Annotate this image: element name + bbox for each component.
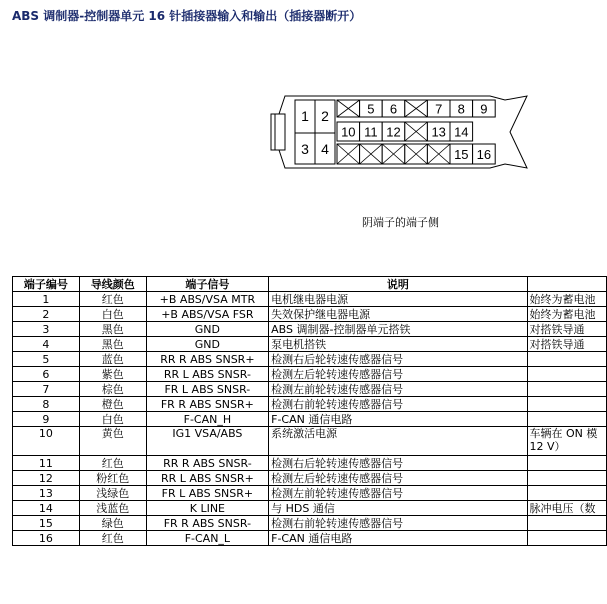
cell-wire-color: 紫色 (79, 367, 146, 382)
pin-label: 13 (431, 124, 446, 140)
table-row (13, 531, 607, 546)
cell-note: 始终为蓄电池 (527, 292, 606, 307)
pin-label: 7 (435, 101, 443, 117)
pin-label: 2 (321, 108, 329, 124)
cell-signal: FR L ABS SNSR+ (146, 486, 269, 501)
cell-description: 检测右后轮转速传感器信号 (269, 352, 527, 367)
cell-wire-color: 红色 (79, 292, 146, 307)
cell-signal: FR R ABS SNSR- (146, 516, 269, 531)
cell-wire-color: 黑色 (79, 322, 146, 337)
cell-description: 系统激活电源 (269, 427, 527, 456)
cell-description: 检测右前轮转速传感器信号 (269, 516, 527, 531)
cell-signal: +B ABS/VSA MTR (146, 292, 269, 307)
cell-wire-color: 浅蓝色 (79, 501, 146, 516)
cell-note: 脉冲电压（数 (527, 501, 606, 516)
table-row (13, 292, 607, 307)
cell-wire-color: 橙色 (79, 397, 146, 412)
pin-label: 16 (476, 147, 492, 162)
table-row (13, 501, 607, 516)
cell-wire-color: 蓝色 (79, 352, 146, 367)
cell-note (527, 486, 606, 501)
cell-terminal-no: 2 (13, 307, 80, 322)
cell-wire-color: 白色 (79, 307, 146, 322)
cell-note (527, 397, 606, 412)
cell-signal: F-CAN_L (146, 531, 269, 546)
cell-signal: RR R ABS SNSR- (146, 456, 269, 471)
table-row (13, 412, 607, 427)
cell-note (527, 382, 606, 397)
pin-label: 3 (301, 141, 309, 157)
cell-terminal-no: 1 (13, 292, 80, 307)
cell-terminal-no: 6 (13, 367, 80, 382)
cell-wire-color: 棕色 (79, 382, 146, 397)
cell-description: 检测右前轮转速传感器信号 (269, 397, 527, 412)
table-row (13, 397, 607, 412)
connector-caption: 阴端子的端子侧 (362, 216, 439, 229)
pin-table (12, 276, 607, 546)
pin-label: 4 (321, 141, 329, 157)
cell-terminal-no: 16 (13, 531, 80, 546)
table-row (13, 337, 607, 352)
cell-note (527, 516, 606, 531)
cell-description: 检测左前轮转速传感器信号 (269, 382, 527, 397)
cell-description: 检测右后轮转速传感器信号 (269, 456, 527, 471)
cell-signal: +B ABS/VSA FSR (146, 307, 269, 322)
header-terminal-no: 端子编号 (13, 277, 80, 292)
cell-note (527, 471, 606, 486)
cell-wire-color: 白色 (79, 412, 146, 427)
cell-description: 检测左前轮转速传感器信号 (269, 486, 527, 501)
header-extra (527, 277, 606, 292)
pin-label: 12 (386, 124, 401, 140)
cell-wire-color: 红色 (79, 456, 146, 471)
cell-description: 失效保护继电器电源 (269, 307, 527, 322)
cell-signal: FR L ABS SNSR- (146, 382, 269, 397)
cell-note (527, 531, 606, 546)
table-row (13, 382, 607, 397)
pin-label: 14 (454, 124, 469, 140)
cell-signal: RR R ABS SNSR+ (146, 352, 269, 367)
cell-wire-color: 绿色 (79, 516, 146, 531)
pin-label: 11 (364, 124, 378, 140)
pin-label: 9 (480, 101, 488, 117)
table-row (13, 322, 607, 337)
cell-wire-color: 浅绿色 (79, 486, 146, 501)
cell-signal: GND (146, 322, 269, 337)
cell-description: 与 HDS 通信 (269, 501, 527, 516)
pin-label: 8 (457, 101, 465, 117)
cell-signal: RR L ABS SNSR+ (146, 471, 269, 486)
cell-note: 始终为蓄电池 (527, 307, 606, 322)
cell-description: F-CAN 通信电路 (269, 412, 527, 427)
cell-note: 对搭铁导通 (527, 322, 606, 337)
cell-terminal-no: 9 (13, 412, 80, 427)
cell-wire-color: 粉红色 (79, 471, 146, 486)
cell-signal: F-CAN_H (146, 412, 269, 427)
table-row (13, 367, 607, 382)
cell-description: 检测左后轮转速传感器信号 (269, 471, 527, 486)
cell-note (527, 352, 606, 367)
cell-signal: FR R ABS SNSR+ (146, 397, 269, 412)
cell-terminal-no: 4 (13, 337, 80, 352)
cell-terminal-no: 15 (13, 516, 80, 531)
header-wire-color: 导线颜色 (79, 277, 146, 292)
cell-signal: GND (146, 337, 269, 352)
table-row (13, 427, 607, 456)
cell-terminal-no: 13 (13, 486, 80, 501)
table-row (13, 352, 607, 367)
cell-wire-color: 黄色 (79, 427, 146, 456)
table-row (13, 307, 607, 322)
cell-note: 车辆在 ON 模 12 V） (527, 427, 606, 456)
header-signal: 端子信号 (146, 277, 269, 292)
cell-terminal-no: 14 (13, 501, 80, 516)
pin-label: 15 (454, 147, 469, 162)
cell-description: 电机继电器电源 (269, 292, 527, 307)
pin-label: 10 (341, 124, 356, 140)
cell-note: 对搭铁导通 (527, 337, 606, 352)
cell-signal: K LINE (146, 501, 269, 516)
table-header-row (13, 277, 607, 292)
table-row (13, 516, 607, 531)
table-row (13, 486, 607, 501)
table-row (13, 471, 607, 486)
cell-signal: RR L ABS SNSR- (146, 367, 269, 382)
cell-wire-color: 红色 (79, 531, 146, 546)
header-description: 说明 (269, 277, 527, 292)
pin-label: 1 (301, 108, 309, 124)
pin-label: 5 (367, 101, 375, 117)
cell-description: ABS 调制器-控制器单元搭铁 (269, 322, 527, 337)
cell-terminal-no: 3 (13, 322, 80, 337)
cell-signal: IG1 VSA/ABS (146, 427, 269, 456)
cell-note (527, 367, 606, 382)
cell-description: F-CAN 通信电路 (269, 531, 527, 546)
cell-terminal-no: 11 (13, 456, 80, 471)
table-row (13, 456, 607, 471)
cell-note (527, 412, 606, 427)
cell-terminal-no: 10 (13, 427, 80, 456)
cell-terminal-no: 8 (13, 397, 80, 412)
cell-note (527, 456, 606, 471)
pin-label: 6 (389, 101, 398, 117)
cell-description: 检测左后轮转速传感器信号 (269, 367, 527, 382)
cell-terminal-no: 7 (13, 382, 80, 397)
cell-wire-color: 黑色 (79, 337, 146, 352)
cell-description: 泵电机搭铁 (269, 337, 527, 352)
cell-terminal-no: 5 (13, 352, 80, 367)
cell-terminal-no: 12 (13, 471, 80, 486)
page-title: ABS 调制器-控制器单元 16 针插接器输入和输出（插接器断开） (12, 9, 362, 23)
